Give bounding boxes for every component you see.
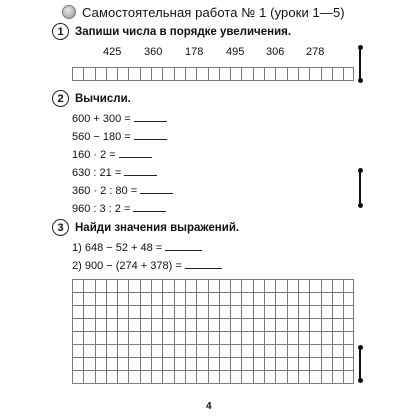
task-2-expression-row: [72, 167, 157, 179]
grid-cell[interactable]: [208, 358, 219, 370]
margin-mark-line: [359, 47, 361, 80]
grid-cell[interactable]: [83, 319, 94, 331]
grid-cell[interactable]: [128, 345, 139, 357]
grid-cell[interactable]: [309, 332, 320, 344]
grid-cell[interactable]: [241, 280, 252, 292]
grid-cell[interactable]: [241, 345, 252, 357]
grid-cell[interactable]: [332, 306, 343, 318]
task-1-number: 495: [226, 46, 245, 58]
grid-cell[interactable]: [343, 358, 354, 370]
grid-cell[interactable]: [117, 371, 128, 383]
grid-cell[interactable]: [196, 319, 207, 331]
grid-cell[interactable]: [140, 68, 151, 80]
grid-cell[interactable]: [321, 293, 332, 305]
grid-cell[interactable]: [174, 280, 185, 292]
grid-cell[interactable]: [241, 68, 252, 80]
task-3-expression-row: [72, 242, 202, 254]
grid-cell[interactable]: [298, 319, 309, 331]
grid-cell[interactable]: [287, 280, 298, 292]
grid-cell[interactable]: [275, 319, 286, 331]
grid-cell[interactable]: [219, 306, 230, 318]
grid-cell[interactable]: [140, 345, 151, 357]
task-3-heading: [52, 219, 239, 236]
margin-mark-dot: [358, 203, 363, 208]
page-number: 4: [206, 401, 212, 412]
grid-cell[interactable]: [117, 358, 128, 370]
answer-blank[interactable]: [119, 157, 152, 158]
grid-cell[interactable]: [309, 345, 320, 357]
grid-cell[interactable]: [298, 293, 309, 305]
grid-cell[interactable]: [343, 371, 354, 383]
grid-cell[interactable]: [196, 280, 207, 292]
task-1-number: 306: [266, 46, 285, 58]
grid-cell[interactable]: [230, 306, 241, 318]
grid-cell[interactable]: [253, 371, 264, 383]
grid-cell[interactable]: [72, 371, 83, 383]
grid-cell[interactable]: [230, 293, 241, 305]
grid-cell[interactable]: [241, 332, 252, 344]
grid-cell[interactable]: [309, 371, 320, 383]
grid-cell[interactable]: [287, 293, 298, 305]
expression-text: 1) 648 − 52 + 48 =: [72, 242, 163, 254]
expression-text: 960 : 3 : 2 =: [72, 203, 131, 215]
grid-cell[interactable]: [287, 371, 298, 383]
grid-cell[interactable]: [140, 319, 151, 331]
grid-cell[interactable]: [83, 306, 94, 318]
grid-cell[interactable]: [219, 332, 230, 344]
grid-cell[interactable]: [264, 68, 275, 80]
answer-blank[interactable]: [134, 139, 167, 140]
grid-row: [72, 306, 354, 319]
grid-cell[interactable]: [140, 280, 151, 292]
grid-cell[interactable]: [174, 293, 185, 305]
grid-row: [72, 345, 354, 358]
grid-cell[interactable]: [117, 306, 128, 318]
grid-cell[interactable]: [106, 280, 117, 292]
grid-cell[interactable]: [106, 345, 117, 357]
margin-mark-dot: [358, 78, 363, 83]
grid-cell[interactable]: [219, 371, 230, 383]
grid-cell[interactable]: [287, 345, 298, 357]
grid-cell[interactable]: [162, 332, 173, 344]
grid-cell[interactable]: [241, 319, 252, 331]
grid-cell[interactable]: [151, 345, 162, 357]
grid-cell[interactable]: [106, 358, 117, 370]
grid-cell[interactable]: [253, 68, 264, 80]
grid-cell[interactable]: [298, 371, 309, 383]
task-1-number: 425: [103, 46, 122, 58]
grid-cell[interactable]: [253, 319, 264, 331]
task-3-number-badge: 3: [52, 219, 69, 236]
grid-cell[interactable]: [185, 293, 196, 305]
grid-row: [72, 319, 354, 332]
grid-cell[interactable]: [151, 358, 162, 370]
task-1-answer-grid[interactable]: [72, 67, 354, 81]
grid-cell[interactable]: [230, 358, 241, 370]
grid-cell[interactable]: [128, 332, 139, 344]
grid-cell[interactable]: [128, 68, 139, 80]
expression-text: 600 + 300 =: [72, 113, 131, 125]
grid-cell[interactable]: [321, 332, 332, 344]
answer-blank[interactable]: [165, 250, 202, 251]
grid-row: [72, 371, 354, 384]
grid-cell[interactable]: [253, 280, 264, 292]
grid-cell[interactable]: [95, 68, 106, 80]
grid-cell[interactable]: [128, 306, 139, 318]
grid-cell[interactable]: [95, 345, 106, 357]
grid-cell[interactable]: [140, 293, 151, 305]
grid-cell[interactable]: [106, 293, 117, 305]
grid-cell[interactable]: [275, 293, 286, 305]
grid-cell[interactable]: [185, 358, 196, 370]
grid-cell[interactable]: [196, 345, 207, 357]
grid-cell[interactable]: [298, 332, 309, 344]
task-3-expression-row: [72, 260, 222, 272]
grid-cell[interactable]: [106, 371, 117, 383]
grid-cell[interactable]: [309, 319, 320, 331]
grid-cell[interactable]: [185, 319, 196, 331]
grid-cell[interactable]: [117, 280, 128, 292]
grid-cell[interactable]: [174, 358, 185, 370]
expression-text: 360 · 2 : 80 =: [72, 185, 138, 197]
grid-cell[interactable]: [83, 345, 94, 357]
grid-cell[interactable]: [72, 345, 83, 357]
grid-cell[interactable]: [287, 319, 298, 331]
grid-cell[interactable]: [106, 68, 117, 80]
grid-cell[interactable]: [298, 306, 309, 318]
task-2-expression-row: [72, 131, 167, 143]
grid-cell[interactable]: [117, 332, 128, 344]
grid-cell[interactable]: [219, 345, 230, 357]
grid-cell[interactable]: [219, 358, 230, 370]
grid-cell[interactable]: [309, 68, 320, 80]
grid-cell[interactable]: [219, 293, 230, 305]
grid-cell[interactable]: [332, 280, 343, 292]
grid-cell[interactable]: [95, 358, 106, 370]
grid-cell[interactable]: [151, 293, 162, 305]
grid-cell[interactable]: [332, 332, 343, 344]
grid-cell[interactable]: [117, 68, 128, 80]
margin-mark-line: [359, 170, 361, 205]
grid-cell[interactable]: [95, 371, 106, 383]
grid-cell[interactable]: [264, 345, 275, 357]
grid-cell[interactable]: [140, 306, 151, 318]
grid-cell[interactable]: [309, 280, 320, 292]
grid-cell[interactable]: [162, 280, 173, 292]
grid-cell[interactable]: [287, 68, 298, 80]
grid-cell[interactable]: [275, 345, 286, 357]
grid-cell[interactable]: [343, 293, 354, 305]
grid-cell[interactable]: [95, 293, 106, 305]
task-1-number-badge: 1: [52, 23, 69, 40]
grid-row: [72, 293, 354, 306]
worksheet-header: [62, 2, 345, 22]
answer-blank[interactable]: [134, 121, 167, 122]
grid-cell[interactable]: [72, 332, 83, 344]
grid-cell[interactable]: [208, 280, 219, 292]
grid-cell[interactable]: [253, 332, 264, 344]
grid-cell[interactable]: [230, 371, 241, 383]
grid-cell[interactable]: [208, 345, 219, 357]
grid-cell[interactable]: [275, 358, 286, 370]
grid-cell[interactable]: [275, 306, 286, 318]
grid-cell[interactable]: [162, 345, 173, 357]
grid-cell[interactable]: [332, 319, 343, 331]
grid-cell[interactable]: [162, 293, 173, 305]
grid-cell[interactable]: [72, 293, 83, 305]
grid-cell[interactable]: [343, 319, 354, 331]
grid-cell[interactable]: [264, 306, 275, 318]
grid-cell[interactable]: [151, 332, 162, 344]
grid-cell[interactable]: [72, 68, 83, 80]
task-3-instruction: Найди значения выражений.: [75, 221, 240, 234]
grid-cell[interactable]: [185, 68, 196, 80]
grid-cell[interactable]: [196, 371, 207, 383]
grid-cell[interactable]: [140, 371, 151, 383]
grid-cell[interactable]: [230, 280, 241, 292]
grid-cell[interactable]: [72, 280, 83, 292]
task-2-number-badge: 2: [52, 90, 69, 107]
grid-cell[interactable]: [241, 358, 252, 370]
grid-cell[interactable]: [219, 68, 230, 80]
expression-text: 2) 900 − (274 + 378) =: [72, 260, 182, 272]
task-1-heading: [52, 23, 291, 40]
grid-cell[interactable]: [230, 332, 241, 344]
grid-cell[interactable]: [151, 68, 162, 80]
grid-cell[interactable]: [106, 306, 117, 318]
grid-cell[interactable]: [72, 319, 83, 331]
answer-blank[interactable]: [185, 268, 222, 269]
grid-cell[interactable]: [332, 68, 343, 80]
grid-cell[interactable]: [264, 358, 275, 370]
grid-cell[interactable]: [95, 280, 106, 292]
grid-cell[interactable]: [117, 345, 128, 357]
expression-text: 560 − 180 =: [72, 131, 131, 143]
grid-cell[interactable]: [162, 306, 173, 318]
grid-cell[interactable]: [128, 319, 139, 331]
grid-cell[interactable]: [83, 332, 94, 344]
task-1-instruction: Запиши числа в порядке увеличения.: [75, 25, 292, 38]
grid-cell[interactable]: [83, 371, 94, 383]
grid-cell[interactable]: [230, 345, 241, 357]
grid-cell[interactable]: [298, 280, 309, 292]
answer-blank[interactable]: [140, 193, 173, 194]
grid-cell[interactable]: [264, 293, 275, 305]
grid-cell[interactable]: [321, 68, 332, 80]
grid-cell[interactable]: [174, 345, 185, 357]
grid-cell[interactable]: [162, 358, 173, 370]
grid-cell[interactable]: [309, 358, 320, 370]
grid-row: [72, 332, 354, 345]
grid-cell[interactable]: [185, 371, 196, 383]
grid-cell[interactable]: [264, 332, 275, 344]
grid-cell[interactable]: [208, 332, 219, 344]
grid-cell[interactable]: [117, 293, 128, 305]
grid-cell[interactable]: [128, 293, 139, 305]
grid-row: [72, 358, 354, 371]
grid-cell[interactable]: [128, 280, 139, 292]
grid-cell[interactable]: [253, 358, 264, 370]
task-3-answer-grid[interactable]: [72, 279, 354, 384]
grid-cell[interactable]: [208, 371, 219, 383]
grid-cell[interactable]: [309, 306, 320, 318]
grid-cell[interactable]: [117, 319, 128, 331]
grid-cell[interactable]: [264, 280, 275, 292]
grid-cell[interactable]: [230, 68, 241, 80]
grid-cell[interactable]: [309, 293, 320, 305]
grid-cell[interactable]: [332, 293, 343, 305]
grid-cell[interactable]: [185, 306, 196, 318]
margin-mark-line: [359, 347, 361, 380]
grid-cell[interactable]: [219, 280, 230, 292]
grid-cell[interactable]: [287, 306, 298, 318]
grid-cell[interactable]: [174, 332, 185, 344]
grid-cell[interactable]: [106, 332, 117, 344]
grid-cell[interactable]: [162, 371, 173, 383]
grid-cell[interactable]: [321, 306, 332, 318]
grid-cell[interactable]: [298, 68, 309, 80]
task-1-number: 278: [306, 46, 325, 58]
answer-blank[interactable]: [124, 175, 157, 176]
grid-cell[interactable]: [151, 371, 162, 383]
grid-cell[interactable]: [332, 371, 343, 383]
grid-cell[interactable]: [151, 280, 162, 292]
grid-cell[interactable]: [162, 319, 173, 331]
grid-row: [72, 280, 354, 293]
grid-cell[interactable]: [230, 319, 241, 331]
grid-cell[interactable]: [208, 68, 219, 80]
grid-cell[interactable]: [196, 68, 207, 80]
grid-cell[interactable]: [321, 280, 332, 292]
grid-cell[interactable]: [332, 345, 343, 357]
grid-cell[interactable]: [241, 371, 252, 383]
grid-cell[interactable]: [174, 371, 185, 383]
grid-cell[interactable]: [241, 306, 252, 318]
grid-cell[interactable]: [196, 358, 207, 370]
grid-cell[interactable]: [275, 332, 286, 344]
grid-cell[interactable]: [253, 293, 264, 305]
task-2-heading: [52, 90, 131, 107]
task-2-expression-row: [72, 203, 166, 215]
grid-cell[interactable]: [321, 319, 332, 331]
task-1-number: 178: [185, 46, 204, 58]
grid-cell[interactable]: [162, 68, 173, 80]
grid-cell[interactable]: [185, 280, 196, 292]
grid-cell[interactable]: [196, 332, 207, 344]
grid-cell[interactable]: [83, 68, 94, 80]
margin-mark-dot: [358, 378, 363, 383]
grid-cell[interactable]: [321, 345, 332, 357]
grid-cell[interactable]: [185, 332, 196, 344]
grid-cell[interactable]: [72, 306, 83, 318]
grid-cell[interactable]: [151, 306, 162, 318]
grid-cell[interactable]: [321, 358, 332, 370]
grid-cell[interactable]: [343, 306, 354, 318]
grid-cell[interactable]: [287, 358, 298, 370]
grid-cell[interactable]: [95, 332, 106, 344]
grid-cell[interactable]: [72, 358, 83, 370]
grid-cell[interactable]: [208, 306, 219, 318]
task-2-instruction: Вычисли.: [75, 92, 131, 105]
task-1-number: 360: [144, 46, 163, 58]
grid-cell[interactable]: [241, 293, 252, 305]
task-2-expression-row: [72, 113, 167, 125]
answer-blank[interactable]: [133, 211, 166, 212]
task-2-expression-row: [72, 185, 173, 197]
expression-text: 630 : 21 =: [72, 167, 122, 179]
grid-cell[interactable]: [83, 358, 94, 370]
grid-cell[interactable]: [343, 345, 354, 357]
grid-cell[interactable]: [253, 345, 264, 357]
title-bullet-icon: [62, 5, 76, 19]
task-2-expression-row: [72, 149, 152, 161]
grid-cell[interactable]: [332, 358, 343, 370]
grid-cell[interactable]: [343, 332, 354, 344]
grid-cell[interactable]: [95, 319, 106, 331]
grid-cell[interactable]: [275, 68, 286, 80]
grid-cell[interactable]: [151, 319, 162, 331]
grid-cell[interactable]: [128, 358, 139, 370]
grid-row: [72, 68, 354, 80]
grid-cell[interactable]: [275, 280, 286, 292]
grid-cell[interactable]: [140, 358, 151, 370]
grid-cell[interactable]: [208, 319, 219, 331]
grid-cell[interactable]: [219, 319, 230, 331]
grid-cell[interactable]: [298, 358, 309, 370]
grid-cell[interactable]: [83, 293, 94, 305]
grid-cell[interactable]: [287, 332, 298, 344]
grid-cell[interactable]: [275, 371, 286, 383]
grid-cell[interactable]: [264, 371, 275, 383]
grid-cell[interactable]: [298, 345, 309, 357]
grid-cell[interactable]: [185, 345, 196, 357]
grid-cell[interactable]: [95, 306, 106, 318]
grid-cell[interactable]: [264, 319, 275, 331]
grid-cell[interactable]: [196, 293, 207, 305]
grid-cell[interactable]: [128, 371, 139, 383]
grid-cell[interactable]: [174, 319, 185, 331]
grid-cell[interactable]: [174, 306, 185, 318]
grid-cell[interactable]: [174, 68, 185, 80]
grid-cell[interactable]: [253, 306, 264, 318]
worksheet-title: Самостоятельная работа № 1 (уроки 1—5): [82, 4, 345, 20]
grid-cell[interactable]: [140, 332, 151, 344]
grid-cell[interactable]: [208, 293, 219, 305]
grid-cell[interactable]: [343, 280, 354, 292]
grid-cell[interactable]: [343, 68, 354, 80]
grid-cell[interactable]: [83, 280, 94, 292]
grid-cell[interactable]: [321, 371, 332, 383]
grid-cell[interactable]: [196, 306, 207, 318]
grid-cell[interactable]: [106, 319, 117, 331]
expression-text: 160 · 2 =: [72, 149, 116, 161]
